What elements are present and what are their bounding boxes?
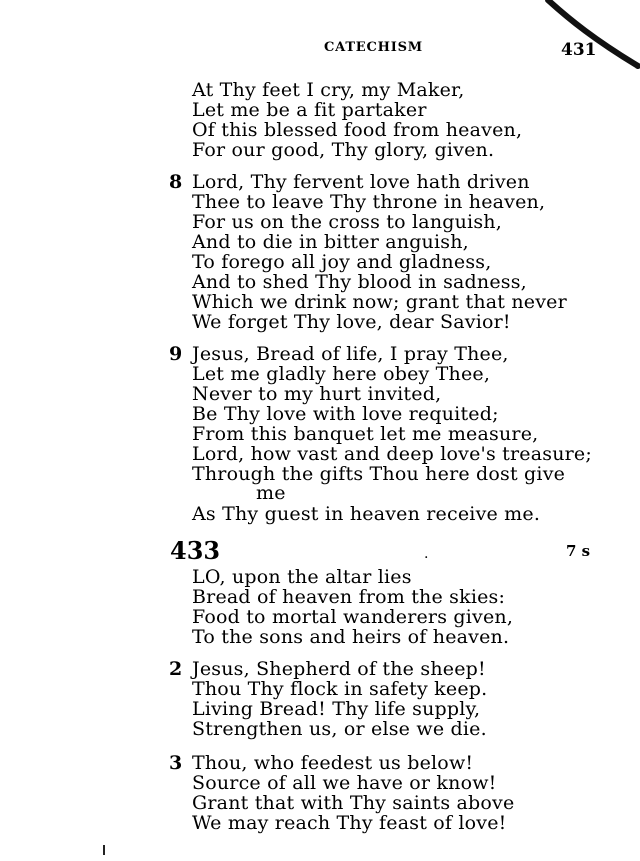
verse-line: Thee to leave Thy throne in heaven, [192,191,546,213]
verse-line: Never to my hurt invited, [192,383,442,405]
verse-line: Let me gladly here obey Thee, [192,363,491,385]
verse-line: For our good, Thy glory, given. [192,139,495,161]
verse-line: Source of all we have or know! [192,772,497,794]
verse-line: LO, upon the altar lies [192,566,412,588]
verse-line: And to shed Thy blood in sadness, [192,271,527,293]
verse-line: For us on the cross to languish, [192,211,502,233]
verse-line: Let me be a fit partaker [192,99,427,121]
verse-line: Lord, how vast and deep love's treasure; [192,443,592,465]
verse-line: Strengthen us, or else we die. [192,718,487,740]
verse-line: To the sons and heirs of heaven. [192,626,510,648]
stray-ink-mark [103,845,105,855]
stanza-number: 9 [169,343,183,365]
verse-line: Jesus, Bread of life, I pray Thee, [192,343,509,365]
verse-line: We may reach Thy feast of love! [192,812,507,834]
verse-line: Which we drink now; grant that never [192,291,567,313]
verse-line: Bread of heaven from the skies: [192,586,506,608]
verse-line: Be Thy love with love requited; [192,403,499,425]
stanza-number: 2 [169,658,183,680]
verse-line: We forget Thy love, dear Savior! [192,311,511,333]
page-number: 431 [561,40,597,60]
verse-line: And to die in bitter anguish, [192,231,469,253]
verse-line-continuation: me [256,482,286,504]
hymn-dot: . [424,546,429,562]
hymn-number: 433 [170,536,221,565]
verse-line: Of this blessed food from heaven, [192,119,523,141]
verse-line: From this banquet let me measure, [192,423,539,445]
verse-line: Food to mortal wanderers given, [192,606,514,628]
stanza-number: 8 [169,171,183,193]
verse-line: Through the gifts Thou here dost give [192,463,566,485]
verse-line: Thou, who feedest us below! [192,752,474,774]
page-header-title: CATECHISM [324,40,423,55]
verse-line: As Thy guest in heaven receive me. [192,503,541,525]
verse-line: Lord, Thy fervent love hath driven [192,171,530,193]
verse-line: Grant that with Thy saints above [192,792,515,814]
verse-line: Jesus, Shepherd of the sheep! [192,658,486,680]
verse-line: Thou Thy flock in safety keep. [192,678,488,700]
verse-line: Living Bread! Thy life supply, [192,698,481,720]
verse-line: To forego all joy and gladness, [192,251,492,273]
hymn-meter: 7 s [566,542,591,560]
verse-line: At Thy feet I cry, my Maker, [192,79,465,101]
stanza-number: 3 [169,752,183,774]
